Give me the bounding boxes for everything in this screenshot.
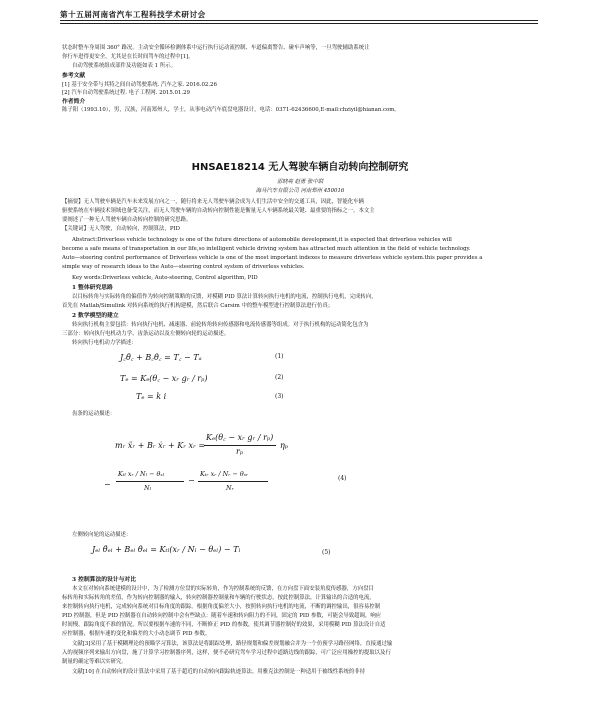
- abstract-en-line: Abstract:Driverless vehicle technology is one of the future directions of automobile development,it is expected that driverless vehicles will: [72, 237, 452, 243]
- equation-number: (5): [322, 549, 331, 556]
- section-3-line: 制量的确定等难以实研究。: [62, 659, 127, 665]
- equation-number: (2): [275, 374, 284, 381]
- rack-motion-label: 齿条的运动描述：: [72, 411, 116, 417]
- abstract-en-line: Auto—steering control performance of Driverless vehicle is one of the most important indexes to measure driverless vehicle system.this paper provides a: [62, 255, 483, 261]
- section-3-line: 应控制器，根据车速的变化和偏差的大小动态调节 PID 参数。: [62, 631, 211, 637]
- references-heading: 参考文献: [62, 73, 86, 79]
- equation-4b-numerator-1: Kₜₗ xᵣ / Nₗ − θₓₗ: [118, 470, 165, 478]
- section-1-heading: 1 整体研究思路: [72, 285, 113, 291]
- equation-2: Tₑ = Kₑ(θ꜀ − xᵣ gᵣ / rₚ): [120, 374, 208, 383]
- fraction-bar: [198, 481, 268, 482]
- section-2-line: 转向执行机构主要包括：转向执行电机、减速器、前轮转角转向传感器和电流传感器等组成。对于执行机构的运动简化包含为: [72, 322, 369, 328]
- abstract-cn-line: 要阐述了一种无人驾驶车辆自动转向控制的研究思路。: [62, 217, 192, 223]
- section-1-line: 首先在 Matlab/Simulink 对转向系统的执行机构建模，然后联合 Carsim 中的整车模型进行控制算法进行仿真；: [62, 303, 334, 309]
- section-3-line: 入的视频序列来输出方向盘，施了计算学习控制器序列，这样，便不必研究驾车学习过程中道路边线的跟踪，可广泛应用操控的提取以及行: [62, 650, 391, 656]
- intro-line: 状态时整车身周围 360° 路况。主动安全循环检测体系中运行执行运动流控制、车道偏离警告、碰车声响等，一旦驾驶辅助系统让: [62, 45, 370, 51]
- intro-line: 自动驾驶系统组成部件及功能如表 1 所示。: [72, 63, 176, 69]
- equation-4b-denominator-1: Nₗ: [144, 484, 152, 492]
- intro-line: 你行车进得更安全，尤其是在长时间驾车的过程中[1]。: [62, 54, 194, 60]
- author-heading: 作者简介: [62, 99, 86, 105]
- section-3-line: 本文在对转向系统建模的设计中，为了检测方位盘的实际转角，作为控制系统的反馈，在方向盘下面安装角度传感器，方向盘目: [72, 586, 374, 592]
- section-3-line: 来控制转向执行电机，完成转向系统对目标角度的跟踪。根据角度偏差大小，按照转向执行电机的电流，不断的调控输出，很容易控制: [62, 604, 381, 610]
- author-names: 雷晓亮 赵勇 张中联: [276, 179, 324, 185]
- abstract-en-line: become a safe means of transportation in our life,so intelligent vehicle driving system has attracted much attention in the field of vehicle technology.: [62, 246, 471, 252]
- minus-sign: −: [188, 476, 195, 485]
- section-3-line: 文献[3]采用了基于模糊理论的预瞄学习算法，该算法是将跟踪处理，路径规划和偏差规划融合并为一个仿预学习路径网络，直接通过输: [72, 641, 393, 647]
- equation-number: (3): [275, 393, 284, 400]
- fraction-bar: [204, 445, 276, 446]
- section-3-line: PID 控制器，但是 PID 控制器在自动转向控制中会有些缺点：随着车速和转向阻力的不同，固定的 PID 参数，可能会导致超调，响应: [62, 613, 382, 619]
- abstract-cn-line: 驱驶系统在车辆技术领域也备受关注，而无人驾驶车辆的自动转向控制性能是衡量无人车辆系统最关键、最重要的指标之一。本文主: [62, 208, 375, 214]
- section-1-line: 以目标转角与实际转角的偏值作为转向控制策略的反馈，对模糊 PID 算法计算转向执行电机的电流，控制执行电机，完成转向，: [72, 294, 377, 300]
- reference-item: [2] 汽车自动驾驶系统过程. 电子工程网. 2015.01.29: [62, 90, 190, 96]
- section-3-line: 时间慢，跟踪角度不准的情况，所以要根据车速的不同，不断修正 PID 的参数，使其调节器控制好的效果，采用模糊 PID 算法设计自适: [62, 622, 386, 628]
- running-header: 第十五届河南省汽车工程科技学术研讨会: [60, 10, 206, 19]
- section-2-line: 三部分：转向执行电机动力学、齿条运动以及左侧转向轮的运动描述。: [62, 331, 230, 337]
- minus-sign: −: [104, 480, 111, 489]
- equation-4b-denominator-2: Nᵣ: [226, 484, 234, 492]
- paper-title: HNSAE18214 无人驾驶车辆自动转向控制研究: [191, 162, 409, 173]
- abstract-cn-line: 【摘要】无人驾驶车辆是汽车未来发展方向之一，随行将来无人驾驶车辆会成为人们生活中安全的交通工具，因此，智能化车辆: [62, 199, 364, 205]
- section-2-heading: 2 数学模型的建立: [72, 313, 119, 319]
- author-bio: 陈子阳（1993.10），男，汉族，河南郑州人，学士，从事电动汽车底盘电器设计，电话：0371-62436600,E-mail:chziyil@hianan.com。: [62, 107, 400, 113]
- abstract-en-line: simple way of research ideas to the Auto—steering control system of driverless vehicles.: [62, 264, 305, 270]
- header-rule: [60, 20, 538, 21]
- equation-number: (1): [275, 353, 284, 360]
- keywords-cn: 【关键词】无人驾驶，自动转向，控制算法，PID: [62, 226, 180, 232]
- section-3-line: 文献[10] 在自动转向的设计算法中采用了基于超近的自动转向跟踪轨迹算法。用雅克法控制是一种适用于被线性系统的非持: [72, 669, 366, 675]
- header-rule-thin: [60, 23, 538, 24]
- fraction-bar: [116, 481, 184, 482]
- equation-1: J꜀θ̈꜀ + B꜀θ̇꜀ = T꜀ − Tₐ: [120, 353, 202, 362]
- equation-4-denominator: rₚ: [236, 447, 244, 456]
- equation-number: (4): [338, 475, 347, 482]
- equation-4b-numerator-2: Kₜᵣ xᵣ / Nᵣ − θₓᵣ: [200, 470, 249, 478]
- keywords-en: Key words:Driverless vehicle, Auto-steering, Control algorithm, PID: [72, 275, 258, 281]
- section-3-heading: 3 控制算法的设计与对比: [72, 577, 137, 583]
- equation-4-efficiency: ηₚ: [280, 441, 288, 450]
- equation-4-left: mᵣ ẍᵣ + Bᵣ ẋᵣ + Kᵣ xᵣ =: [115, 441, 206, 450]
- section-2-line: 转向执行电机动力学描述：: [72, 340, 137, 346]
- affiliation: 海马汽车有限公司 河南郑州 450016: [255, 188, 345, 194]
- wheel-motion-label: 左侧转向轮的运动描述：: [72, 532, 132, 538]
- equation-4-numerator: Kₑ(θ꜀ − xᵣ gᵣ / rₚ): [206, 433, 274, 442]
- equation-5: Jₑₗ θ̈ₑₗ + Bₑₗ θ̇ₑₗ = Kₜₗ(xᵣ / Nₗ − θₑₗ) − Tₗ: [92, 545, 241, 554]
- equation-3: Tₑ = k i: [136, 392, 167, 401]
- section-3-line: 标转角和实际转角的差值，作为转向控制器的输入，转向控制器控制量和车辆的行驶状态，按此控制算法，计算输出的合适的电流，: [62, 595, 375, 601]
- reference-item: [1] 基于安全带与其特之间自动驾驶系统. 汽车之家. 2016.02.26: [62, 82, 217, 88]
